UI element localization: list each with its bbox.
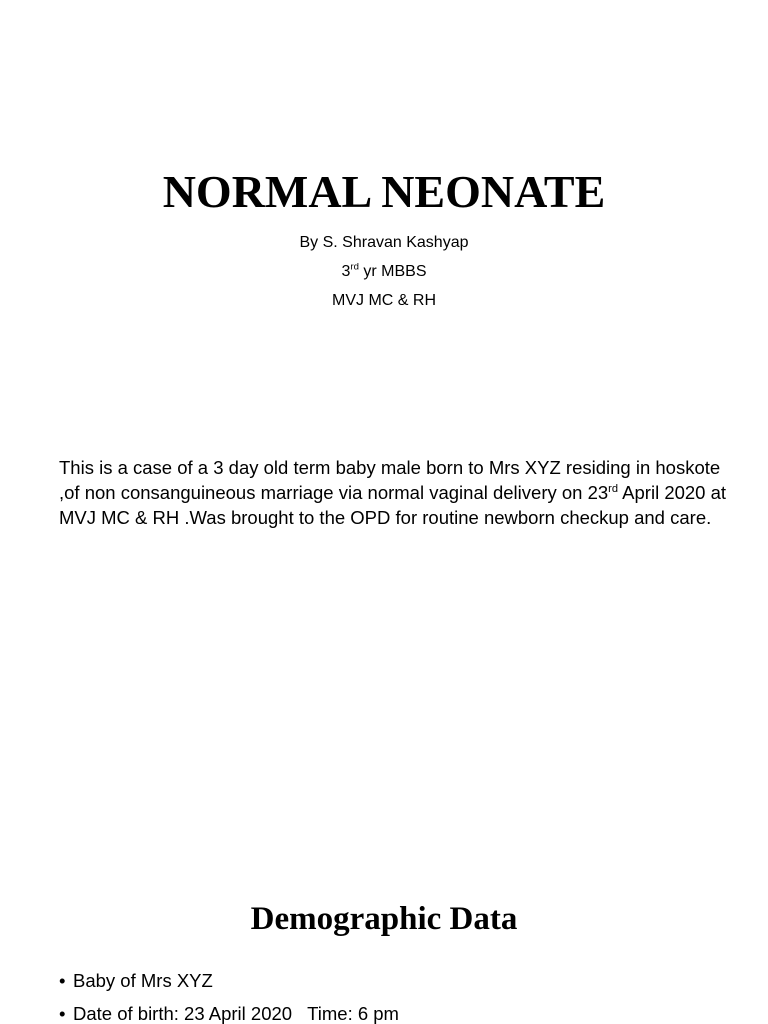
- case-date-superscript: rd: [608, 482, 619, 495]
- list-item-text: Date of birth: 23 April 2020 Time: 6 pm: [73, 1003, 399, 1024]
- year-rest: yr MBBS: [358, 263, 427, 280]
- case-description: [59, 455, 739, 530]
- section-title: Demographic Data: [250, 901, 518, 937]
- list-item-text: Baby of Mrs XYZ: [73, 970, 213, 991]
- year-line: [0, 257, 768, 286]
- list-item: [59, 997, 739, 1024]
- slide-demographic: [0, 576, 768, 1024]
- case-text-part1: This is a case of a 3 day old term baby male born to Mrs XYZ residing in hoskote ,of non consanguineous marriage via normal vaginal delivery on 23: [59, 457, 721, 503]
- demographic-list: [59, 964, 739, 1024]
- page-title: NORMAL NEONATE: [162, 166, 606, 217]
- case-text-part2: April 2020 at MVJ MC & RH .Was brought to the OPD for routine newborn checkup and care.: [59, 482, 727, 528]
- list-item: [59, 964, 739, 997]
- bullet-icon: •: [59, 970, 66, 991]
- bullet-icon: •: [59, 1003, 66, 1024]
- year-superscript: rd: [350, 261, 359, 273]
- year-number: 3: [341, 263, 351, 280]
- institution-line: MVJ MC & RH: [332, 292, 436, 309]
- subtitle-block: [0, 228, 768, 315]
- author-line: By S. Shravan Kashyap: [299, 234, 469, 251]
